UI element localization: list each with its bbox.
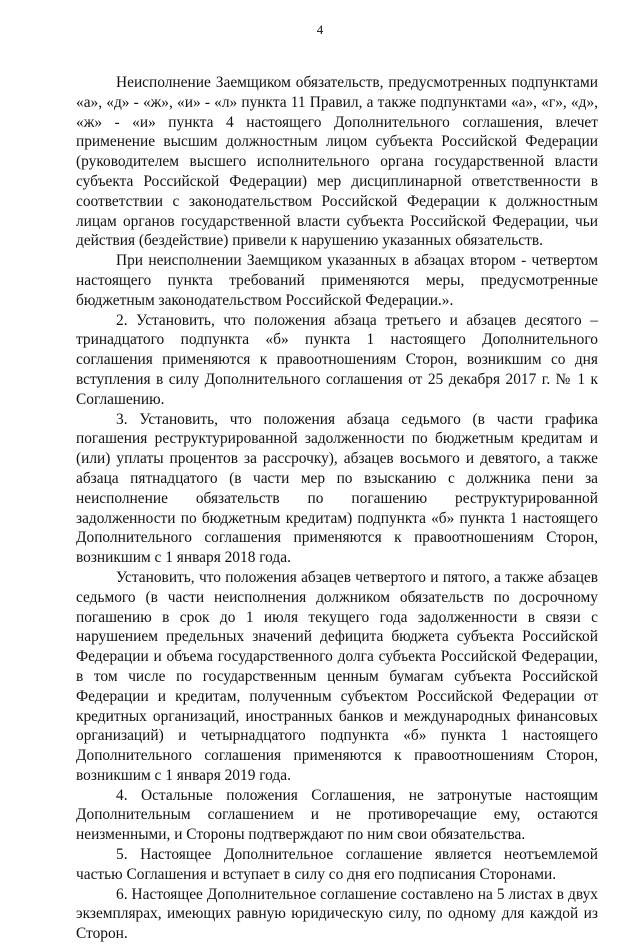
paragraph-item-2: 2. Установить, что положения абзаца третьего и абзацев десятого – тринадцатого подпункта «б» пункта 1 настоящего Дополнительного соглашения применяются к правоотношениям Сторон, возникшим со дня вступления в силу Дополнительного соглашения от 25 декабря 2017 г. № 1 к Соглашению. xyxy=(76,311,598,408)
paragraph-budget-measures: При неисполнении Заемщиком указанных в абзацах втором - четвертом настоящего пункта требований применяются меры, предусмотренные бюджетным законодательством Российской Федерации.». xyxy=(76,252,598,309)
document-body xyxy=(76,73,598,944)
paragraph-disciplinary-measures: Неисполнение Заемщиком обязательств, предусмотренных подпунктами «а», «д» - «ж», «и» - «л» пункта 11 Правил, а также подпунктами «а», «г», «д», «ж» - «и» пункта 4 настоящего Дополнительного соглашения, влечет применение высшим должностным лицом субъекта Российской Федерации (руководителем высшего исполнительного органа государственной власти субъекта Российской Федерации) мер дисциплинарной ответственности в соответствии с законодательством Российской Федерации к должностным лицам органов государственной власти субъекта Российской Федерации, чьи действия (бездействие) привели к нарушению указанных обязательств. xyxy=(76,74,598,250)
page-number: 4 xyxy=(316,22,324,37)
paragraph-item-3: 3. Установить, что положения абзаца седьмого (в части графика погашения реструктурированной задолженности по бюджетным кредитам и (или) уплаты процентов за рассрочку), абзацев восьмого и девятого, а также абзаца пятнадцатого (в части мер по взысканию с должника пени за неисполнение обязательств по погашению реструктурированной задолженности по бюджетным кредитам) подпункта «б» пункта 1 настоящего Дополнительного соглашения применяются к правоотношениям Сторон, возникшим с 1 января 2018 года. xyxy=(76,410,598,567)
paragraph-item-6: 6. Настоящее Дополнительное соглашение составлено на 5 листах в двух экземплярах, имеющих равную юридическую силу, по одному для каждой из Сторон. xyxy=(76,885,598,943)
paragraph-item-5: 5. Настоящее Дополнительное соглашение является неотъемлемой частью Соглашения и вступает в силу со дня его подписания Сторонами. xyxy=(76,846,598,883)
paragraph-item-4: 4. Остальные положения Соглашения, не затронутые настоящим Дополнительным соглашением и не противоречащие ему, остаются неизменными, и Стороны подтверждают по ним свои обязательства. xyxy=(76,786,598,844)
paragraph-item-3-continued: Установить, что положения абзацев четвертого и пятого, а также абзацев седьмого (в части неисполнения должником обязательств по досрочному погашению в срок до 1 июля текущего года задолженности в связи с нарушением предельных значений дефицита бюджета субъекта Российской Федерации и объема государственного долга субъекта Российской Федерации, в том числе по государственным ценным бумагам субъекта Российской Федерации и кредитам, полученным субъектом Российской Федерации от кредитных организаций, иностранных банков и международных финансовых организаций) и четырнадцатого подпункта «б» пункта 1 настоящего Дополнительного соглашения применяются к правоотношениям Сторон, возникшим с 1 января 2019 года. xyxy=(76,568,598,784)
